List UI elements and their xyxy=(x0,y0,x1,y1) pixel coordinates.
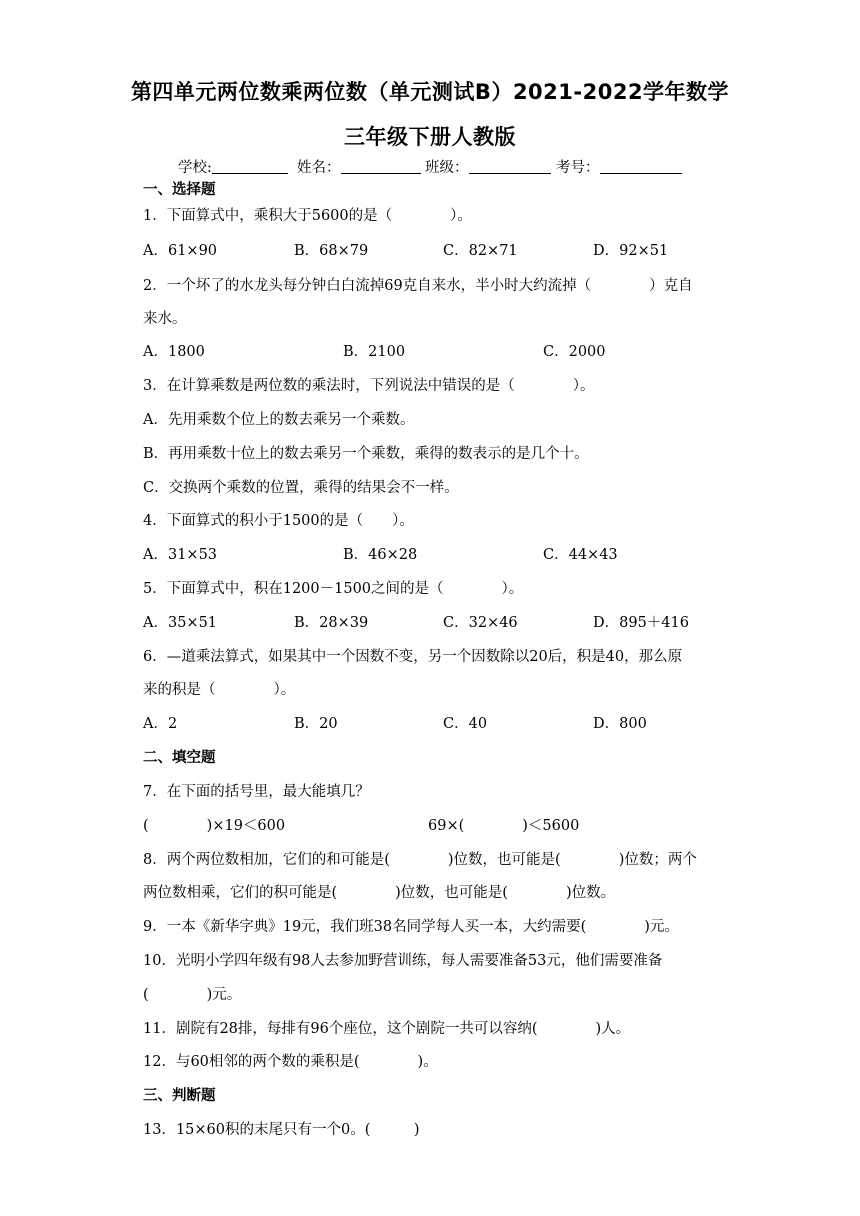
q8-line2: 两位数相乘，它们的积可能是( )位数，也可能是( )位数。 xyxy=(143,885,616,901)
school-label: 学校: xyxy=(178,160,212,176)
q3-option-c: C．交换两个乘数的位置，乘得的结果会不一样。 xyxy=(143,480,459,496)
name-label: 姓名： xyxy=(297,160,341,176)
section-heading-fill: 二、填空题 xyxy=(143,750,216,766)
q3-option-b: B．再用乘数十位上的数去乘另一个乘数，乘得的数表示的是几个十。 xyxy=(143,446,589,462)
school-blank[interactable] xyxy=(212,159,288,174)
q10-line1: 10．光明小学四年级有98人去参加野营训练，每人需要准备53元，他们需要准备 xyxy=(143,953,663,969)
q2-option-c: C．2000 xyxy=(543,344,606,360)
q13-stem: 13．15×60积的末尾只有一个0。( ) xyxy=(143,1122,420,1138)
q1-option-c: C．82×71 xyxy=(443,243,518,259)
q5-option-c: C．32×46 xyxy=(443,615,518,631)
section-heading-choice: 一、选择题 xyxy=(143,182,216,198)
q2-stem-line1: 2．一个坏了的水龙头每分钟白白流掉69克自来水，半小时大约流掉（ ）克自 xyxy=(143,278,693,294)
q5-option-d: D．895＋416 xyxy=(593,615,689,631)
section-heading-judge: 三、判断题 xyxy=(143,1088,216,1104)
q3-stem: 3．在计算乘数是两位数的乘法时，下列说法中错误的是（ ）。 xyxy=(143,378,595,394)
q8-line1: 8．两个两位数相加，它们的和可能是( )位数，也可能是( )位数；两个 xyxy=(143,852,697,868)
q1-stem: 1．下面算式中，乘积大于5600的是（ ）。 xyxy=(143,208,472,224)
q4-option-a: A．31×53 xyxy=(143,547,218,563)
q10-line2: ( )元。 xyxy=(143,987,242,1003)
q2-option-b: B．2100 xyxy=(343,344,406,360)
q1-option-a: A．61×90 xyxy=(143,243,218,259)
q9-stem: 9．一本《新华字典》19元，我们班38名同学每人买一本，大约需要( )元。 xyxy=(143,919,679,935)
q1-option-b: B．68×79 xyxy=(294,243,369,259)
page-title-line1: 第四单元两位数乘两位数（单元测试B）2021-2022学年数学 xyxy=(130,80,730,104)
q4-option-c: C．44×43 xyxy=(543,547,618,563)
q12-stem: 12．与60相邻的两个数的乘积是( )。 xyxy=(143,1054,438,1070)
q5-stem: 5．下面算式中，积在1200－1500之间的是（ ）。 xyxy=(143,581,524,597)
q7-stem: 7．在下面的括号里，最大能填几？ xyxy=(143,784,370,800)
q6-stem-line1: 6．—道乘法算式，如果其中一个因数不变，另一个因数除以20后，积是40，那么原 xyxy=(143,649,683,665)
class-label: 班级： xyxy=(425,160,469,176)
class-field[interactable] xyxy=(425,158,551,178)
exam-no-field[interactable] xyxy=(556,158,682,178)
q6-option-c: C．40 xyxy=(443,716,488,732)
q1-option-d: D．92×51 xyxy=(593,243,669,259)
name-field[interactable] xyxy=(297,158,421,178)
q4-stem: 4．下面算式的积小于1500的是（ ）。 xyxy=(143,513,414,529)
q2-stem-line2: 来水。 xyxy=(143,311,187,327)
q7-part1: ( )×19＜600 xyxy=(143,818,286,834)
q6-option-d: D．800 xyxy=(593,716,647,732)
q3-option-a: A．先用乘数个位上的数去乘另一个乘数。 xyxy=(143,412,415,428)
q4-option-b: B．46×28 xyxy=(343,547,418,563)
q6-stem-line2: 来的积是（ ）。 xyxy=(143,682,296,698)
class-blank[interactable] xyxy=(469,159,551,174)
page-title-line2: 三年级下册人教版 xyxy=(344,125,516,149)
q11-stem: 11．剧院有28排，每排有96个座位，这个剧院一共可以容纳( )人。 xyxy=(143,1021,631,1037)
exam-no-label: 考号： xyxy=(556,160,600,176)
q2-option-a: A．1800 xyxy=(143,344,205,360)
q6-option-b: B．20 xyxy=(294,716,338,732)
q5-option-a: A．35×51 xyxy=(143,615,218,631)
school-field[interactable] xyxy=(178,158,288,178)
exam-no-blank[interactable] xyxy=(600,159,682,174)
q5-option-b: B．28×39 xyxy=(294,615,369,631)
q7-part2: 69×( )＜5600 xyxy=(428,818,580,834)
name-blank[interactable] xyxy=(341,159,421,174)
q6-option-a: A．2 xyxy=(143,716,178,732)
